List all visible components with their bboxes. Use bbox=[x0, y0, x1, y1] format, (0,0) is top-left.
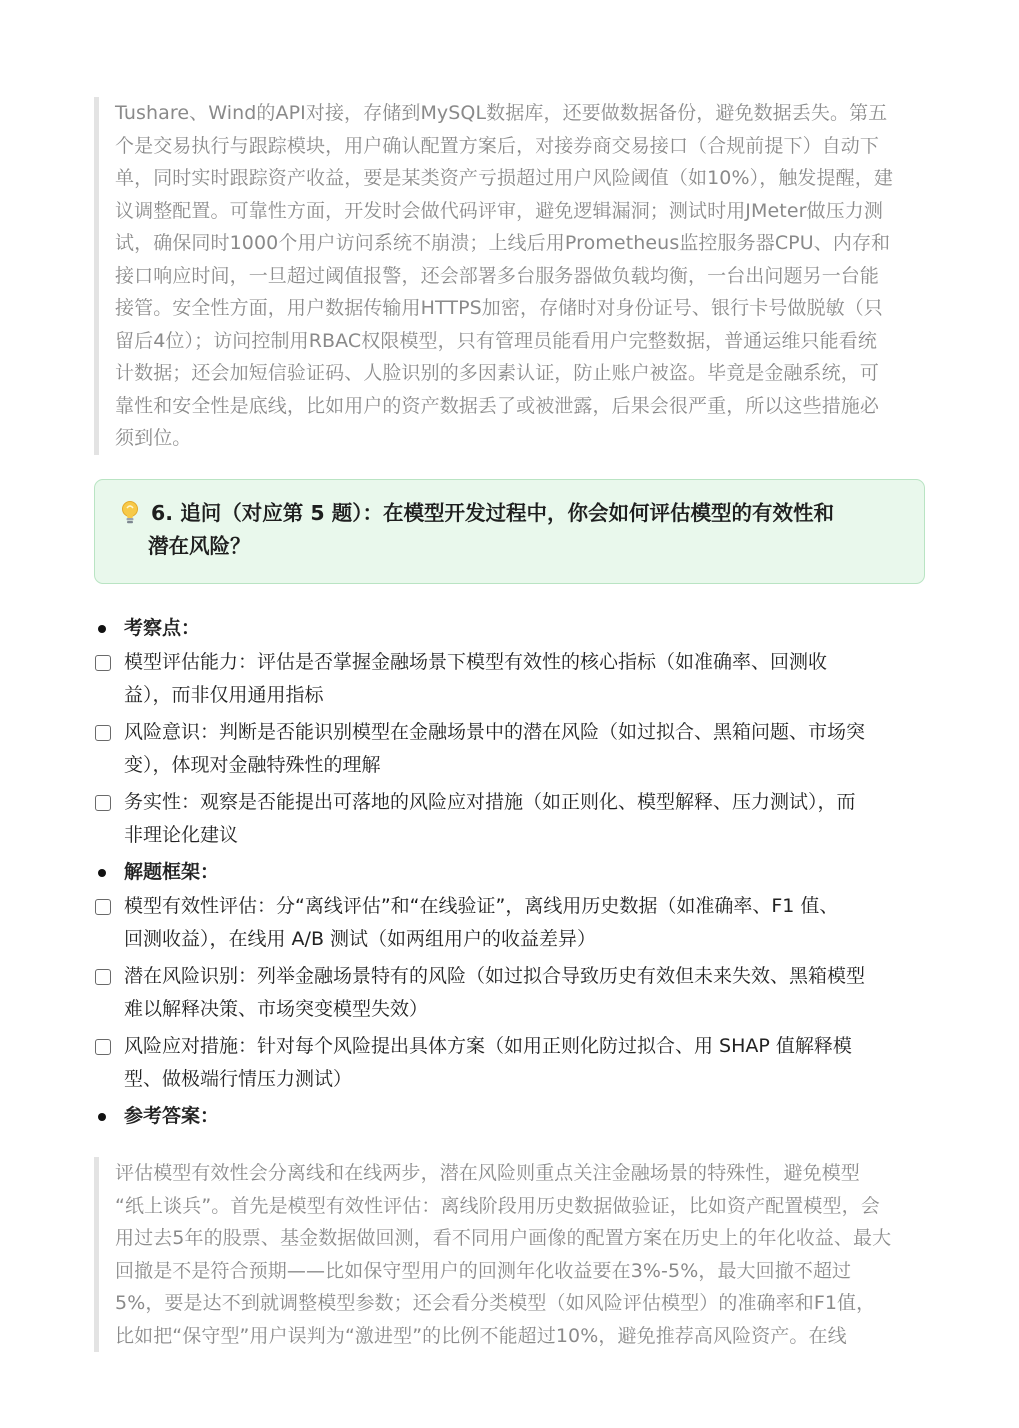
checklist-item: 风险意识：判断是否能识别模型在金融场景中的潜在风险（如过拟合、黑箱问题、市场突 变），体现对金融特殊性的理解 bbox=[94, 716, 924, 782]
checklist-item: 模型有效性评估：分“离线评估”和“在线验证”，离线用历史数据（如准确率、F1 值、 回测收益），在线用 A/B 测试（如两组用户的收益差异） bbox=[94, 890, 924, 956]
quote-line: 议调整配置。可靠性方面，开发时会做代码评审，避免逻辑漏洞；测试时用JMeter做压力测 bbox=[115, 199, 883, 222]
quote-line: 留后4位）；访问控制用RBAC权限模型，只有管理员能看用户完整数据，普通运维只能看统 bbox=[115, 329, 877, 352]
question-analysis-list bbox=[94, 612, 924, 1134]
section-heading: 参考答案： bbox=[94, 1100, 924, 1134]
lightbulb-icon bbox=[119, 500, 141, 526]
bullet-dot bbox=[98, 1113, 106, 1121]
question-title bbox=[148, 497, 834, 563]
section-heading: 解题框架： bbox=[94, 856, 924, 890]
question-title-line: 6. 追问（对应第 5 题）：在模型开发过程中，你会如何评估模型的有效性和 bbox=[151, 501, 834, 525]
reference-answer-quote bbox=[94, 1157, 926, 1352]
checklist-item: 务实性：观察是否能提出可落地的风险应对措施（如正则化、模型解释、压力测试），而 非理论化建议 bbox=[94, 786, 924, 852]
quote-line: “纸上谈兵”。首先是模型有效性评估：离线阶段用历史数据做验证，比如资产配置模型，会 bbox=[115, 1194, 880, 1217]
quote-line: 用过去5年的股票、基金数据做回测，看不同用户画像的配置方案在历史上的年化收益、最大 bbox=[115, 1227, 892, 1249]
quote-line: Tushare、Wind的API对接，存储到MySQL数据库，还要做数据备份，避免数据丢失。第五 bbox=[115, 102, 888, 124]
quote-line: 接管。安全性方面，用户数据传输用HTTPS加密，存储时对身份证号、银行卡号做脱敏（只 bbox=[115, 297, 883, 319]
reference-answer-quote-previous bbox=[94, 97, 926, 455]
checkbox[interactable] bbox=[95, 655, 111, 671]
quote-line: 须到位。 bbox=[115, 427, 192, 449]
checkbox[interactable] bbox=[95, 899, 111, 915]
quote-line: 评估模型有效性会分离线和在线两步，潜在风险则重点关注金融场景的特殊性，避免模型 bbox=[115, 1162, 860, 1184]
quote-line: 比如把“保守型”用户误判为“激进型”的比例不能超过10%，避免推荐高风险资产。在线 bbox=[115, 1324, 847, 1347]
checkbox[interactable] bbox=[95, 969, 111, 985]
question-title-line: 潜在风险？ bbox=[148, 534, 251, 558]
checklist-item: 潜在风险识别：列举金融场景特有的风险（如过拟合导致历史有效但未来失效、黑箱模型 难以解释决策、市场突变模型失效） bbox=[94, 960, 924, 1026]
checklist-item: 风险应对措施：针对每个风险提出具体方案（如用正则化防过拟合、用 SHAP 值解释模 型、做极端行情压力测试） bbox=[94, 1030, 924, 1096]
checklist-item: 模型评估能力：评估是否掌握金融场景下模型有效性的核心指标（如准确率、回测收 益），而非仅用通用指标 bbox=[94, 646, 924, 712]
quote-line: 计数据；还会加短信验证码、人脸识别的多因素认证，防止账户被盗。毕竟是金融系统，可 bbox=[115, 362, 880, 384]
quote-line: 回撤是不是符合预期——比如保守型用户的回测年化收益要在3%-5%，最大回撤不超过 bbox=[115, 1259, 852, 1282]
quote-line: 单，同时实时跟踪资产收益，要是某类资产亏损超过用户风险阈值（如10%），触发提醒，建 bbox=[115, 167, 893, 189]
checkbox[interactable] bbox=[95, 1039, 111, 1055]
quote-line: 靠性和安全性是底线，比如用户的资产数据丢了或被泄露，后果会很严重，所以这些措施必 bbox=[115, 394, 880, 417]
section-heading: 考察点： bbox=[94, 612, 924, 646]
quote-line: 试，确保同时1000个用户访问系统不崩溃；上线后用Prometheus监控服务器CPU、内存和 bbox=[115, 232, 891, 254]
bullet-dot bbox=[98, 869, 106, 877]
bullet-dot bbox=[98, 625, 106, 633]
quote-line: 个是交易执行与跟踪模块，用户确认配置方案后，对接券商交易接口（合规前提下）自动下 bbox=[115, 134, 880, 157]
quote-line: 接口响应时间，一旦超过阈值报警，还会部署多台服务器做负载均衡，一台出问题另一台能 bbox=[115, 264, 880, 287]
checkbox[interactable] bbox=[95, 795, 111, 811]
checkbox[interactable] bbox=[95, 725, 111, 741]
quote-line: 5%，要是达不到就调整模型参数；还会看分类模型（如风险评估模型）的准确率和F1值， bbox=[115, 1292, 876, 1314]
question-callout bbox=[94, 479, 925, 584]
